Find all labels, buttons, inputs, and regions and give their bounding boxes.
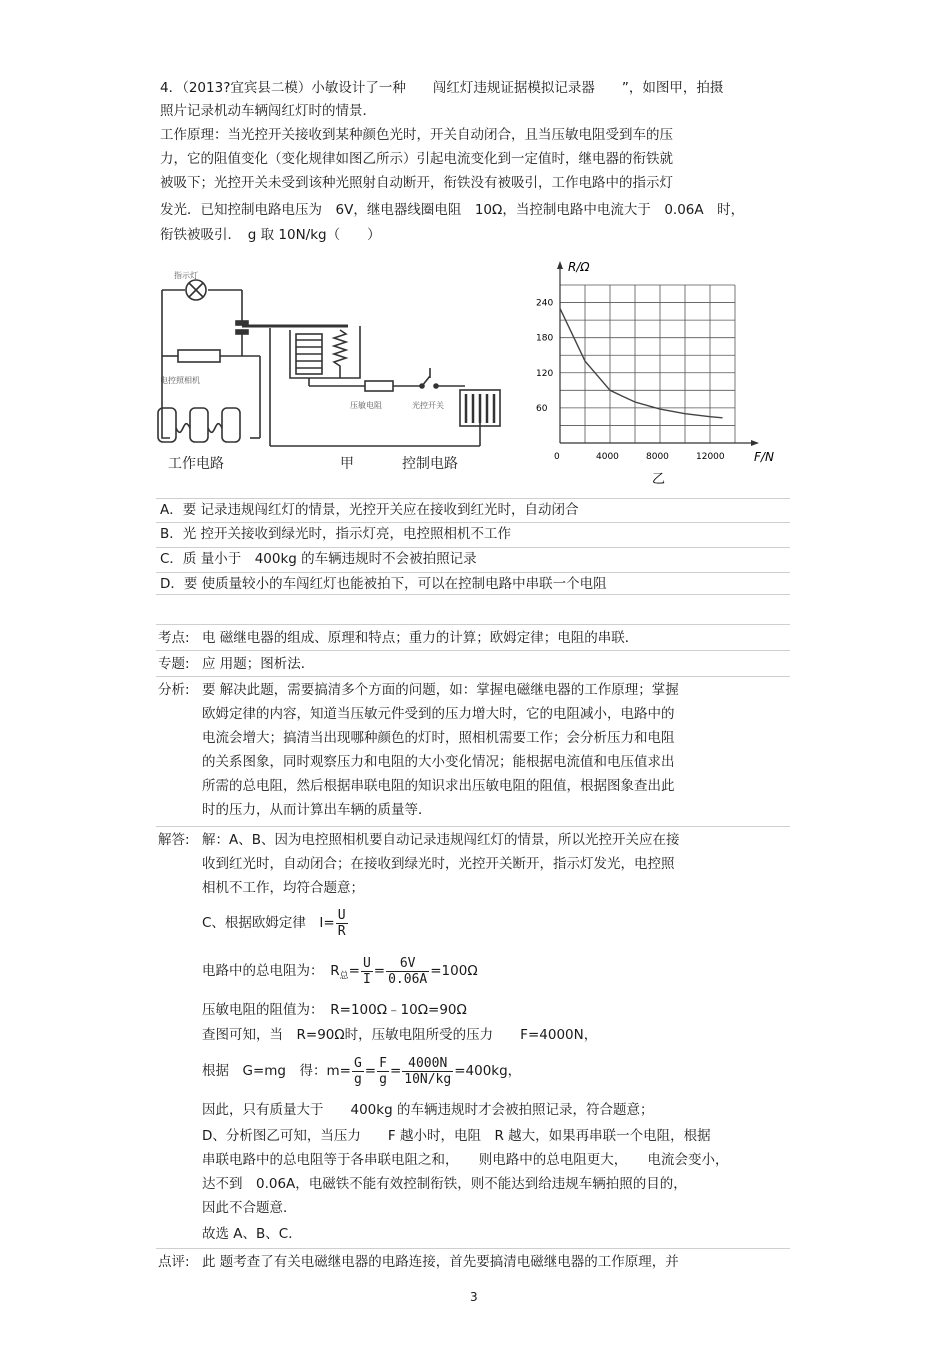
kaodian-label: 考点: [158, 630, 190, 646]
zhuanti-label: 专题: [158, 656, 190, 672]
frac-006a: 0.06A [388, 971, 428, 987]
indicator-lamp-label: 指示灯 [174, 271, 198, 280]
frac-4000n: 4000N [402, 1056, 453, 1072]
fenxi-line-4: 的关系图象，同时观察压力和电阻的大小变化情况；能根据电流值和电压值求出 [202, 754, 675, 770]
kaodian-row [156, 624, 790, 650]
fenxi-line-3: 电流会增大；搞清当出现哪种颜色的灯时，照相机需要工作；会分析压力和电阻 [202, 730, 675, 746]
dianping-text: 此 题考查了有关电磁继电器的电路连接，首先要搞清电磁继电器的工作原理，并 [202, 1254, 679, 1270]
figure-jia-caption: 甲 [340, 456, 354, 472]
answer-line: 故选 A、B、C． [202, 1226, 302, 1242]
frac-i: I [362, 971, 371, 987]
total-resistance-line: 电路中的总电阻为： $R_总=$ $\frac{U}{I}$ = $\frac{6V}{0.06A}$ =100Ω [202, 955, 478, 987]
option-a: A．要 记录违规闯红灯的情景，光控开关应在接收到红光时，自动闭合 [156, 498, 790, 521]
fenxi-row [156, 676, 790, 826]
option-b: B．光 控开关接收到绿光时，指示灯亮，电控照相机不工作 [156, 522, 790, 545]
x-tick-label: 4000 [596, 452, 619, 462]
question-line-2: 照片记录机动车辆闯红灯时的情景． [160, 103, 376, 119]
jieda-line-3: 相机不工作，均符合题意； [202, 880, 364, 896]
y-tick-label: 120 [536, 368, 554, 379]
dianping-row [156, 1248, 790, 1272]
frac-10nkg: 10N/kg [404, 1071, 452, 1087]
frac-g-den: g [353, 1071, 362, 1087]
work-circuit-label: 工作电路 [168, 456, 224, 472]
total-r-text: 电路中的总电阻为： R [202, 963, 340, 979]
fenxi-line-2: 欧姆定律的内容，知道当压敏元件受到的压力增大时，它的电阻减小，电路中的 [202, 706, 675, 722]
question-line-1: 4．（2013?宜宾县二模）小敏设计了一种 闯红灯违规证据模拟记录器 ”，如图甲，拍摄 [160, 80, 724, 96]
total-r-eq: = [348, 963, 360, 979]
d-line-3: 达不到 0.06A，电磁铁不能有效控制衔铁，则不能达到给违规车辆拍照的目的， [202, 1176, 687, 1192]
pressure-resistance-line: 压敏电阻的阻值为： R=100Ω﹣10Ω=90Ω [202, 1002, 467, 1018]
jieda-line-1: 解：A、B、因为电控照相机要自动记录违规闯红灯的情景，所以光控开关应在接 [202, 832, 680, 848]
chart-read-line: 查图可知，当 R=90Ω时，压敏电阻所受的压力 F=4000N， [202, 1027, 598, 1043]
page-number: 3 [470, 1290, 478, 1304]
total-r-sub: 总 [339, 971, 349, 982]
d-line-1: D、分析图乙可知，当压力 F 越小时，电阻 R 越大，如果再串联一个电阻，根据 [202, 1128, 711, 1144]
fenxi-line-6: 时的压力，从而计算出车辆的质量等． [202, 802, 432, 818]
x-axis-arrow [751, 440, 759, 446]
d-line-4: 因此不合题意． [202, 1200, 297, 1216]
question-line-7: 衔铁被吸引． g 取 10N/kg（ ） [160, 227, 381, 243]
x-tick-label: 12000 [696, 452, 725, 462]
dianping-label: 点评: [158, 1254, 190, 1270]
frac-6v: 6V [386, 956, 429, 972]
circuit-diagram [150, 268, 530, 488]
question-line-4: 力，它的阻值变化（变化规律如图乙所示）引起电流变化到一定值时，继电器的衔铁就 [160, 151, 673, 167]
option-c: C．质 量小于 400kg 的车辆违规时不会被拍照记录 [156, 547, 790, 570]
x-tick-label: 8000 [646, 452, 669, 462]
yin-ci-line: 因此，只有质量大于 400kg 的车辆违规时才会被拍照记录，符合题意； [202, 1102, 654, 1118]
ohm-law-line [202, 905, 349, 941]
control-circuit-label: 控制电路 [402, 456, 458, 472]
ohm-law-intro: C、根据欧姆定律 I= [202, 915, 335, 931]
x-tick-label: 0 [554, 452, 560, 462]
question-line-3: 工作原理：当光控开关接收到某种颜色光时，开关自动闭合，且当压敏电阻受到车的压 [160, 127, 673, 143]
total-r-result: =100Ω [430, 963, 478, 979]
camera-label: 电控照相机 [160, 376, 200, 385]
figure-yi-caption: 乙 [652, 472, 666, 487]
frac-g-num: G [353, 1055, 362, 1071]
resistance-curve [560, 308, 723, 417]
d-line-2: 串联电路中的总电阻等于各串联电阻之和， 则电路中的总电阻更大， 电流会变小， [202, 1152, 729, 1168]
fenxi-line-1: 要 解决此题，需要搞清多个方面的问题，如：掌握电磁继电器的工作原理；掌握 [202, 682, 679, 698]
question-line-6: 发光．已知控制电路电压为 6V，继电器线圈电阻 10Ω，当控制电路中电流大于 0.06A 时， [160, 202, 745, 218]
gmg-text: 根据 G=mg 得：m= [202, 1063, 351, 1079]
jieda-label: 解答: [158, 832, 190, 848]
jieda-line-2: 收到红光时，自动闭合；在接收到绿光时，光控开关断开，指示灯发光，电控照 [202, 856, 675, 872]
kaodian-text: 电 磁继电器的组成、原理和特点；重力的计算；欧姆定律；电阻的串联． [202, 630, 639, 646]
y-axis-label: R/Ω [568, 260, 590, 274]
zhuanti-row [156, 650, 790, 676]
r-f-chart [530, 255, 790, 490]
pressure-resistor-label: 压敏电阻 [350, 401, 382, 410]
x-axis-label: F/N [754, 450, 774, 464]
zhuanti-text: 应 用题；图析法． [202, 656, 315, 672]
mass-calc-line: 根据 G=mg 得：m= $\frac{G}{g}$ = $\frac{F}{g}$ = $\frac{4000N}{10N/kg}$ =400kg， [202, 1055, 522, 1087]
question-line-5: 被吸下；光控开关未受到该种光照射自动断开，衔铁没有被吸引，工作电路中的指示灯 [160, 175, 673, 191]
y-axis-arrow [557, 261, 563, 269]
jieda-row [156, 826, 790, 1248]
light-switch-label: 光控开关 [412, 401, 444, 410]
frac-r: R [337, 923, 346, 939]
frac-f: F [379, 1055, 387, 1071]
y-tick-label: 240 [536, 298, 554, 309]
option-d: D．要 使质量较小的车闯红灯也能被拍下，可以在控制电路中串联一个电阻 [156, 572, 790, 595]
y-tick-label: 60 [536, 403, 548, 414]
y-tick-label: 180 [536, 333, 554, 344]
frac-g-den-2: g [379, 1071, 387, 1087]
frac-u-2: U [362, 955, 371, 971]
gmg-result: =400kg， [454, 1063, 522, 1079]
frac-u: U [337, 907, 346, 923]
fenxi-line-5: 所需的总电阻，然后根据串联电阻的知识求出压敏电阻的阻值，根据图象查出此 [202, 778, 675, 794]
fenxi-label: 分析: [158, 682, 190, 698]
